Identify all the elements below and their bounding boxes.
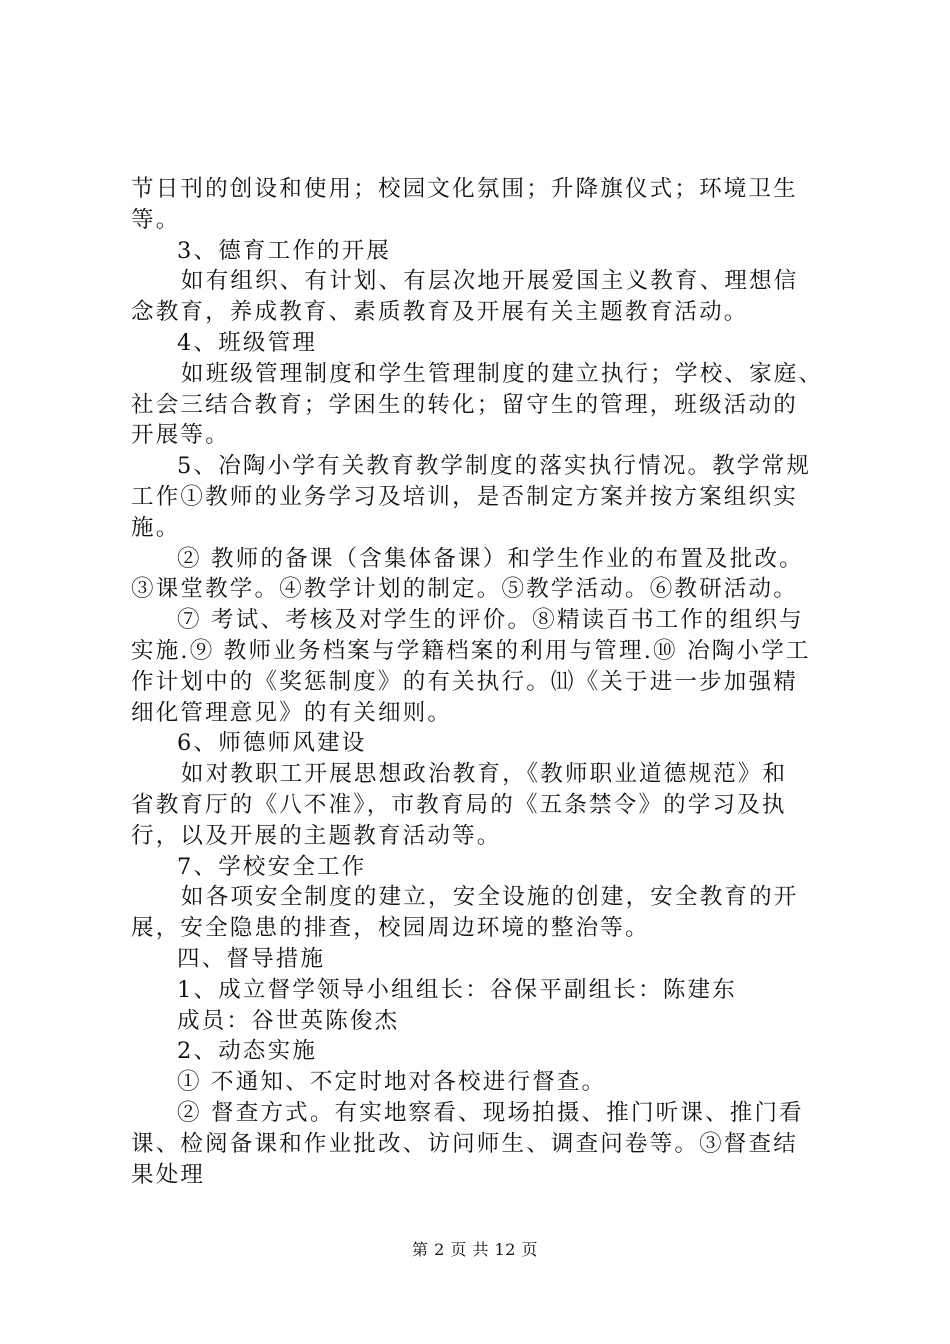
text-line: 社会三结合教育；学困生的转化；留守生的管理，班级活动的 [131, 391, 798, 418]
text-line: ① 不通知、不定时地对各校进行督查。 [177, 1069, 607, 1096]
text-line: ③课堂教学。④教学计划的制定。⑤教学活动。⑥教研活动。 [131, 576, 798, 603]
section-heading: 2、动态实施 [177, 1038, 318, 1065]
text-line: 课、检阅备课和作业批改、访问师生、调查问卷等。③督查结 [131, 1130, 798, 1157]
section-heading: 3、德育工作的开展 [177, 237, 392, 264]
text-line: 细化管理意见》的有关细则。 [131, 699, 453, 726]
text-line: 果处理 [131, 1161, 206, 1188]
section-heading: 7、学校安全工作 [177, 853, 367, 880]
section-heading: 6、师德师风建设 [177, 730, 367, 757]
text-line: 行，以及开展的主题教育活动等。 [131, 822, 502, 849]
text-line: 1、成立督学领导小组组长：谷保平副组长：陈建东 [177, 976, 737, 1003]
text-line: 展，安全隐患的排查，校园周边环境的整治等。 [131, 915, 650, 942]
text-line: 省教育厅的《八不准》，市教育局的《五条禁令》的学习及执 [131, 791, 787, 818]
text-line: 如对教职工开展思想政治教育，《教师职业道德规范》和 [181, 761, 788, 788]
text-line: 如各项安全制度的建立，安全设施的创建，安全教育的开 [181, 884, 799, 911]
section-heading: 5、冶陶小学有关教育教学制度的落实执行情况。教学常规 [177, 453, 812, 480]
text-line: 成员：谷世英陈俊杰 [177, 1007, 400, 1034]
text-line: 施。 [131, 514, 181, 541]
text-line: 作计划中的《奖惩制度》的有关执行。⑾《关于进一步加强精 [131, 668, 798, 695]
text-line: 念教育，养成教育、素质教育及开展有关主题教育活动。 [131, 299, 749, 326]
text-line: ⑦ 考试、考核及对学生的评价。⑧精读百书工作的组织与 [177, 607, 804, 634]
text-line: 如有组织、有计划、有层次地开展爱国主义教育、理想信 [181, 268, 799, 295]
section-heading: 四、督导措施 [177, 945, 326, 972]
text-line: 实施.⑨ 教师业务档案与学籍档案的利用与管理.⑩ 冶陶小学工 [131, 637, 811, 664]
text-line: 工作①教师的业务学习及培训，是否制定方案并按方案组织实 [131, 483, 798, 510]
section-heading: 4、班级管理 [177, 329, 318, 356]
text-line: 节日刊的创设和使用；校园文化氛围；升降旗仪式；环境卫生 [131, 176, 798, 202]
text-line: ② 教师的备课（含集体备课）和学生作业的布置及批改。 [177, 545, 804, 572]
text-line: 等。 [131, 206, 181, 233]
text-line: 开展等。 [131, 422, 230, 449]
document-body [131, 174, 831, 1190]
text-line: ② 督查方式。有实地察看、现场拍摄、推门听课、推门看 [177, 1099, 804, 1126]
text-line: 如班级管理制度和学生管理制度的建立执行；学校、家庭、 [181, 360, 824, 387]
page-number-footer: 第 2 页 共 12 页 [412, 1240, 538, 1259]
